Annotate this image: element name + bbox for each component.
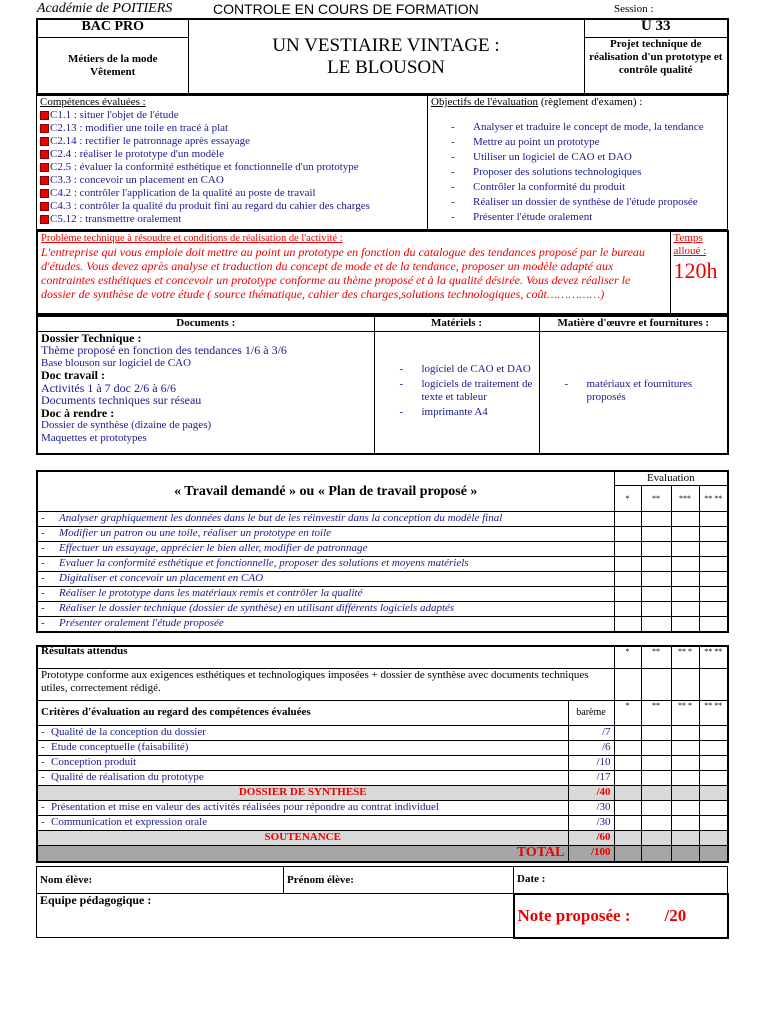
criteria-text: Qualité de la conception du dossier (51, 725, 206, 738)
evaluation-level: ** (641, 486, 671, 512)
evaluation-cell[interactable] (671, 587, 699, 602)
criteria-text: Etude conceptuelle (faisabilité) (51, 740, 189, 753)
list-item (451, 121, 724, 134)
criteria-label (37, 725, 568, 740)
evaluation-cell[interactable] (671, 557, 699, 572)
competence-item (40, 122, 424, 135)
probleme-label: Problème technique à résoudre et conditions de réalisation de l'activité : (41, 233, 343, 244)
table-row (37, 527, 728, 542)
dash-bullet: - (451, 196, 455, 208)
list-item-text: Utiliser un logiciel de CAO et DAO (473, 151, 632, 163)
competence-item (40, 109, 424, 122)
travail-item (37, 572, 614, 587)
dossier-item: Base blouson sur logiciel de CAO (41, 356, 192, 369)
criteria-row (37, 800, 728, 815)
competence-item (40, 161, 424, 174)
list-item (451, 151, 724, 164)
matiere-list (543, 378, 725, 404)
bareme-value: /17 (568, 770, 614, 785)
competence-item (40, 174, 424, 187)
matiere-header: Matière d'œuvre et fournitures : (539, 316, 728, 331)
evaluation-cell[interactable] (614, 755, 641, 770)
travail-item-text: Réaliser le prototype dans les matériaux remis et contrôler la qualité (59, 587, 363, 599)
doc-travail-heading: Doc travail : (41, 368, 105, 382)
evaluation-cell[interactable] (671, 542, 699, 557)
evaluation-cell[interactable] (699, 587, 728, 602)
dash-bullet: - (41, 800, 45, 813)
date-field[interactable]: Date : (514, 867, 728, 894)
title-block (36, 18, 729, 95)
bareme-value: /60 (568, 830, 614, 845)
evaluation-level: * (614, 486, 641, 512)
evaluation-cell[interactable] (614, 725, 641, 740)
evaluation-cell[interactable] (699, 512, 728, 527)
bareme-header: barème (568, 700, 614, 725)
dash-bullet: - (41, 572, 45, 584)
doc-rendre-heading: Doc à rendre : (41, 405, 115, 420)
checkbox-icon[interactable] (40, 176, 49, 185)
evaluation-cell[interactable] (641, 740, 671, 755)
competences-label: Compétences évaluées : (40, 96, 146, 108)
objectifs-suffix: (règlement d'examen) : (538, 96, 643, 108)
note-max: /20 (664, 906, 687, 925)
bareme-value: /30 (568, 800, 614, 815)
criteria-text: Conception produit (51, 755, 137, 768)
evaluation-cell[interactable] (699, 557, 728, 572)
evaluation-level: ** ** (699, 486, 728, 512)
objectifs-label: Objectifs de l'évaluation (431, 96, 539, 108)
subtotal-label: DOSSIER DE SYNTHESE (37, 785, 568, 800)
rendre-item: Dossier de synthèse (dizaine de pages) (41, 419, 212, 431)
evaluation-cell[interactable] (614, 830, 641, 845)
criteria-label (37, 815, 568, 830)
bareme-value: /100 (568, 845, 614, 862)
dash-bullet: - (41, 725, 45, 738)
competence-label: C3.3 : concevoir un placement en CAO (50, 174, 224, 186)
criteria-text: Communication et expression orale (51, 815, 208, 828)
evaluation-cell[interactable] (641, 770, 671, 785)
evaluation-cell[interactable] (671, 830, 699, 845)
list-item (451, 181, 724, 194)
evaluation-level: * (614, 646, 641, 668)
evaluation-cell[interactable] (699, 572, 728, 587)
competence-label: C4.3 : contrôler la qualité du produit fini au regard du cahier des charges (50, 200, 370, 212)
competences-list (40, 109, 424, 226)
evaluation-cell[interactable] (699, 830, 728, 845)
main-title-1: UN VESTIAIRE VINTAGE : (272, 34, 500, 56)
evaluation-cell[interactable] (614, 602, 641, 617)
evaluation-cell[interactable] (614, 800, 641, 815)
evaluation-cell[interactable] (641, 542, 671, 557)
evaluation-cell[interactable] (641, 800, 671, 815)
criteria-row (37, 725, 728, 740)
evaluation-cell[interactable] (699, 617, 728, 632)
evaluation-cell[interactable] (614, 785, 641, 800)
criteria-label (37, 755, 568, 770)
criteria-text: Présentation et mise en valeur des activités réalisées pour répondre au contrat individuel (51, 800, 439, 813)
rendre-item: Maquettes et prototypes (41, 431, 147, 444)
evaluation-cell[interactable] (641, 617, 671, 632)
competence-item (40, 135, 424, 148)
probleme-text: L'entreprise qui vous emploie doit mettre au point un prototype en fonction du catalogue des tendances proposé par le bureau d'études. Vous devez après analyse et traduction du concept de mode et de la tendance, proposer un modèle adapté aux contraintes esthétiques et concevoir un prototype conforme au thème proposé et à la qualité désirée. Vous devez réaliser le dossier de synthèse de votre étude ( source thématique, cahier des charges,solutions technologiques, coût……………) (41, 245, 645, 301)
evaluation-level: ** * (671, 700, 699, 725)
evaluation-cell[interactable] (671, 845, 699, 862)
criteria-text: Qualité de réalisation du prototype (51, 770, 204, 783)
footer-table (36, 866, 729, 939)
travail-item (37, 527, 614, 542)
dash-bullet: - (41, 770, 45, 783)
evaluation-cell[interactable] (671, 572, 699, 587)
session-label: Session : (614, 3, 654, 15)
dash-bullet: - (41, 542, 45, 554)
documents-header: Documents : (37, 316, 374, 331)
competence-label: C2.5 : évaluer la conformité esthétique et fonctionnelle d'un prototype (50, 161, 359, 173)
checkbox-icon[interactable] (40, 189, 49, 198)
evaluation-cell[interactable] (641, 830, 671, 845)
dash-bullet: - (41, 602, 45, 614)
table-row (37, 602, 728, 617)
evaluation-cell[interactable] (671, 602, 699, 617)
evaluation-cell[interactable] (671, 755, 699, 770)
subtotal-label: SOUTENANCE (37, 830, 568, 845)
dash-bullet: - (41, 617, 45, 629)
evaluation-header: Evaluation (614, 471, 728, 486)
criteria-label (37, 770, 568, 785)
checkbox-icon[interactable] (40, 163, 49, 172)
evaluation-cell[interactable] (641, 785, 671, 800)
evaluation-level: ** ** (699, 646, 728, 668)
travail-title: « Travail demandé » ou « Plan de travail proposé » (37, 471, 614, 512)
evaluation-cell[interactable] (671, 800, 699, 815)
competence-item (40, 200, 424, 213)
dash-bullet: - (399, 406, 404, 419)
travail-item (37, 587, 614, 602)
dash-bullet: - (41, 740, 45, 753)
evaluation-cell[interactable] (699, 755, 728, 770)
unit: U 33 (584, 19, 728, 38)
criteria-label (37, 740, 568, 755)
dash-bullet: - (451, 136, 455, 148)
competences-block (36, 95, 728, 230)
evaluation-cell[interactable] (671, 512, 699, 527)
criteres-header: Critères d'évaluation au regard des compétences évaluées (37, 700, 568, 725)
evaluation-cell[interactable] (641, 587, 671, 602)
list-item (451, 136, 724, 149)
list-item-text: imprimante A4 (421, 406, 488, 419)
evaluation-cell[interactable] (614, 740, 641, 755)
dossier-item: Thème proposé en fonction des tendances 1/6 à 3/6 (41, 343, 287, 357)
evaluation-cell[interactable] (699, 527, 728, 542)
table-row (37, 572, 728, 587)
dash-bullet: - (399, 363, 404, 376)
dash-bullet: - (564, 378, 569, 391)
dash-bullet: - (41, 557, 45, 569)
criteria-row (37, 815, 728, 830)
checkbox-icon[interactable] (40, 215, 49, 224)
list-item-text: Mettre au point un prototype (473, 136, 600, 148)
dash-bullet: - (451, 166, 455, 178)
evaluation-cell[interactable] (641, 725, 671, 740)
table-row (37, 542, 728, 557)
evaluation-cell[interactable] (641, 815, 671, 830)
criteria-row (37, 770, 728, 785)
evaluation-cell[interactable] (699, 785, 728, 800)
evaluation-cell[interactable] (671, 785, 699, 800)
competence-label: C2.4 : réaliser le prototype d'un modèle (50, 148, 224, 160)
evaluation-cell[interactable] (671, 740, 699, 755)
competence-item (40, 148, 424, 161)
list-item-text: logiciel de CAO et DAO (421, 363, 531, 376)
evaluation-cell[interactable] (614, 542, 641, 557)
table-row (37, 557, 728, 572)
probleme-block (36, 230, 729, 315)
list-item (400, 406, 536, 419)
checkbox-icon[interactable] (40, 124, 49, 133)
table-row (37, 617, 728, 632)
list-item-text: logiciels de traitement de texte et tableur (421, 378, 533, 404)
criteria-row (37, 845, 728, 862)
evaluation-cell[interactable] (614, 557, 641, 572)
evaluation-cell[interactable] (641, 845, 671, 862)
evaluation-cell[interactable] (699, 845, 728, 862)
evaluation-cell[interactable] (699, 770, 728, 785)
evaluation-cell[interactable] (641, 755, 671, 770)
travail-item (37, 557, 614, 572)
ressources-table (36, 315, 729, 455)
competence-label: C1.1 : situer l'objet de l'étude (50, 109, 179, 121)
temps-value: 120h (673, 258, 718, 283)
list-item (451, 166, 724, 179)
evaluation-cell[interactable] (641, 602, 671, 617)
criteria-row (37, 755, 728, 770)
criteria-row (37, 740, 728, 755)
evaluation-cell[interactable] (699, 815, 728, 830)
dash-bullet: - (41, 815, 45, 828)
dash-bullet: - (451, 121, 455, 133)
travail-item-text: Présenter oralement l'étude proposée (59, 617, 224, 629)
unit-description: Projet technique de réalisation d'un prototype et contrôle qualité (584, 38, 728, 95)
evaluation-cell[interactable] (699, 800, 728, 815)
materiels-header: Matériels : (374, 316, 539, 331)
nom-eleve-field[interactable]: Nom élève: (37, 867, 284, 894)
checkbox-icon[interactable] (40, 150, 49, 159)
bareme-value: /6 (568, 740, 614, 755)
evaluation-level: *** (671, 486, 699, 512)
checkbox-icon[interactable] (40, 137, 49, 146)
list-item (451, 211, 724, 224)
competence-label: C4.2 : contrôler l'application de la qualité au poste de travail (50, 187, 316, 199)
competence-item (40, 187, 424, 200)
prenom-eleve-field[interactable]: Prénom élève: (284, 867, 514, 894)
evaluation-cell[interactable] (614, 527, 641, 542)
travail-item-text: Analyser graphiquement les données dans le but de les réinvestir dans la conception du modèle final (59, 512, 503, 524)
competence-label: C2.14 : rectifier le patronnage après essayage (50, 135, 251, 147)
resultats-label: Résultats attendus (37, 646, 614, 668)
evaluation-cell[interactable] (671, 617, 699, 632)
resultats-table (36, 645, 729, 863)
dash-bullet: - (451, 181, 455, 193)
main-title-2: LE BLOUSON (327, 56, 445, 78)
bareme-value: /30 (568, 815, 614, 830)
checkbox-icon[interactable] (40, 111, 49, 120)
evaluation-cell[interactable] (699, 542, 728, 557)
evaluation-level: * (614, 700, 641, 725)
dash-bullet: - (399, 378, 404, 391)
travail-item (37, 542, 614, 557)
evaluation-cell[interactable] (699, 602, 728, 617)
table-row (37, 587, 728, 602)
travail-item-text: Evaluer la conformité esthétique et fonctionnelle, proposer des solutions et moyens matériels (59, 557, 469, 569)
bac-pro: BAC PRO (37, 19, 188, 38)
competence-label: C5.12 : transmettre oralement (50, 213, 182, 225)
bareme-value: /40 (568, 785, 614, 800)
travail-item: Activités 1 à 7 doc 2/6 à 6/6 (41, 380, 176, 395)
metier-2: Vêtement (90, 65, 136, 78)
evaluation-cell[interactable] (671, 725, 699, 740)
evaluation-cell[interactable] (614, 815, 641, 830)
bareme-value: /10 (568, 755, 614, 770)
evaluation-cell[interactable] (614, 617, 641, 632)
dash-bullet: - (41, 527, 45, 539)
list-item-text: Contrôler la conformité du produit (473, 181, 626, 193)
list-item-text: Réaliser un dossier de synthèse de l'étude proposée (473, 196, 698, 208)
dash-bullet: - (41, 512, 45, 524)
evaluation-cell[interactable] (614, 587, 641, 602)
evaluation-cell[interactable] (641, 512, 671, 527)
evaluation-level: ** * (671, 646, 699, 668)
dossier-technique-heading: Dossier Technique : (41, 330, 142, 345)
equipe-pedagogique-field[interactable]: Equipe pédagogique : (37, 894, 514, 938)
table-row (37, 512, 728, 527)
evaluation-cell[interactable] (614, 572, 641, 587)
evaluation-level: ** ** (699, 700, 728, 725)
criteria-row (37, 785, 728, 800)
evaluation-cell[interactable] (641, 557, 671, 572)
evaluation-cell[interactable] (641, 527, 671, 542)
travail-item-text: Modifier un patron ou une toile, réaliser un prototype en toile (59, 527, 332, 539)
dash-bullet: - (41, 755, 45, 768)
list-item-text: Proposer des solutions technologiques (473, 166, 642, 178)
travail-item (37, 602, 614, 617)
criteria-row (37, 830, 728, 845)
travail-item (37, 512, 614, 527)
travail-item: Documents techniques sur réseau (41, 393, 202, 407)
dash-bullet: - (451, 211, 455, 223)
evaluation-cell[interactable] (671, 527, 699, 542)
doc-header-title: CONTROLE EN COURS DE FORMATION (213, 1, 479, 17)
materiels-list (378, 363, 536, 419)
total-label: TOTAL (37, 845, 568, 862)
evaluation-level: ** (641, 646, 671, 668)
evaluation-cell[interactable] (641, 572, 671, 587)
evaluation-cell[interactable] (699, 725, 728, 740)
list-item-text: Analyser et traduire le concept de mode, la tendance (473, 121, 704, 133)
note-label: Note proposée : (517, 906, 631, 925)
evaluation-cell[interactable] (614, 770, 641, 785)
travail-table (36, 470, 729, 633)
dash-bullet: - (451, 151, 455, 163)
travail-item (37, 617, 614, 632)
checkbox-icon[interactable] (40, 202, 49, 211)
evaluation-cell[interactable] (614, 845, 641, 862)
travail-item-text: Réaliser le dossier technique (dossier de synthèse) en utilisant différents logiciels adaptés (59, 602, 455, 614)
evaluation-level: ** (641, 700, 671, 725)
evaluation-cell[interactable] (699, 740, 728, 755)
objectifs-list (431, 121, 724, 224)
evaluation-cell[interactable] (614, 512, 641, 527)
list-item-text: Présenter l'étude oralement (473, 211, 593, 223)
evaluation-cell[interactable] (671, 770, 699, 785)
list-item-text: matériaux et fournitures proposés (586, 378, 693, 404)
list-item (400, 363, 536, 376)
travail-item-text: Effectuer un essayage, apprécier le bien aller, modifier de patronnage (59, 542, 368, 554)
academy: Académie de POITIERS (37, 1, 173, 16)
list-item (400, 378, 536, 404)
competence-label: C2.13 : modifier une toile en tracé à plat (50, 122, 229, 134)
bareme-value: /7 (568, 725, 614, 740)
dash-bullet: - (41, 587, 45, 599)
temps-label: Temps alloué : (673, 232, 707, 257)
criteria-label (37, 800, 568, 815)
resultats-text: Prototype conforme aux exigences esthétiques et technologiques imposées + dossier de synthèse avec documents techniques utiles, correctement rédigé. (37, 668, 614, 700)
list-item (565, 378, 725, 404)
travail-item-text: Digitaliser et concevoir un placement en CAO (59, 572, 264, 584)
competence-item (40, 213, 424, 226)
list-item (451, 196, 724, 209)
metier-1: Métiers de la mode (68, 52, 158, 65)
evaluation-cell[interactable] (671, 815, 699, 830)
